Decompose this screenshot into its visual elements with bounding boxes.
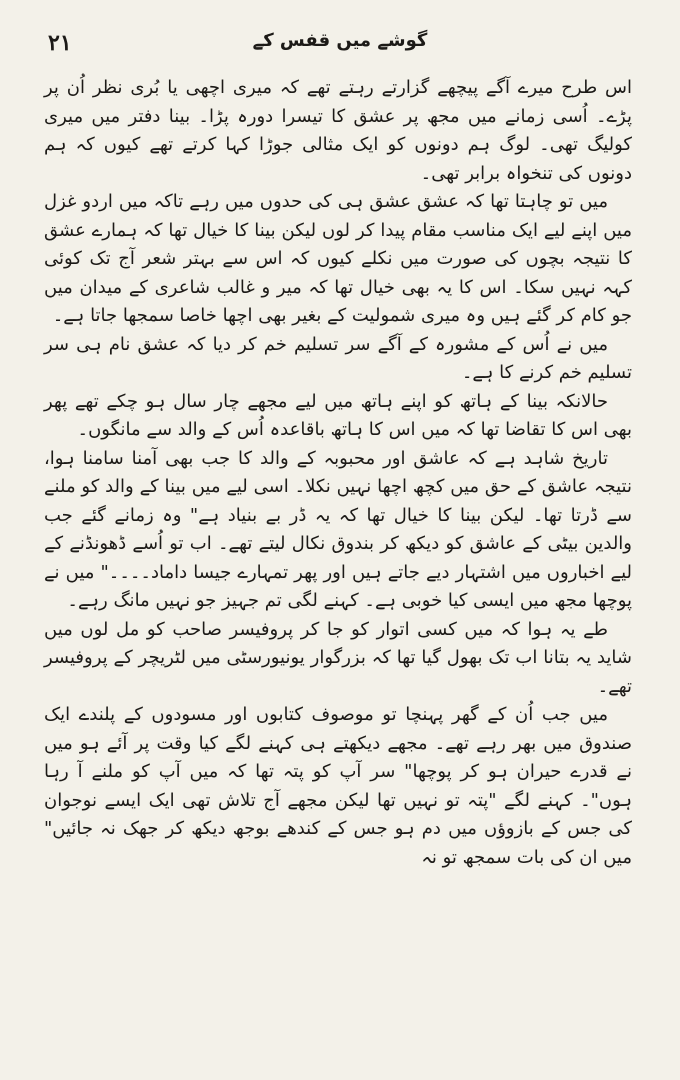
page-number: ۲۱ [48,30,72,56]
paragraph: میں تو چاہتا تھا کہ عشق عشق ہی کی حدوں میں رہے تاکہ میں اردو غزل میں اپنے لیے ایک مناسب مقام پیدا کر لوں لیکن بینا کا خیال تھا کہ ہمارے عشق کا نتیجہ بچوں کی صورت میں نکلے کیوں کہ اس سے بہتر شعر آج تک کوئی کہہ نہیں سکا۔ اس کا یہ بھی خیال تھا کہ میر و غالب شاعری کے میدان میں جو کام کر گئے ہیں وہ میری شمولیت کے بغیر بھی اچھا خاصا سمجھا جاتا ہے۔ [44,191,632,326]
running-header: گوشے میں قفس کے [252,30,428,51]
paragraph: حالانکہ بینا کے ہاتھ کو اپنے ہاتھ میں لیے مجھے چار سال ہو چکے تھے پھر بھی اس کا تقاضا تھا کہ میں اس کا ہاتھ باقاعدہ اُس کے والد سے مانگوں۔ [44,390,632,440]
paragraph: میں نے اُس کے مشورہ کے آگے سر تسلیم خم کر دیا کہ عشق نام ہی سر تسلیم خم کرنے کا ہے۔ [44,333,632,383]
paragraph: طے یہ ہوا کہ میں کسی اتوار کو جا کر پروفیسر صاحب کو مل لوں میں شاید یہ بتانا اب تک بھول گیا تھا کہ بزرگوار یونیورسٹی میں لٹریچر کے پروفیسر تھے۔ [44,618,632,697]
paragraph: تاریخ شاہد ہے کہ عاشق اور محبوبہ کے والد کا جب بھی آمنا سامنا ہوا، نتیجہ عاشق کے حق میں کچھ اچھا نہیں نکلا۔ اسی لیے میں بینا کے والد کو ملنے سے ڈرتا تھا۔ لیکن بینا کا خیال تھا کہ یہ ڈر بے بنیاد ہے" وہ زمانے گئے جب والدین بیٹی کے عاشق کو دیکھ کر بندوق نکال لیتے تھے۔ اب تو اُسے ڈھونڈنے کے لیے اخباروں میں اشتہار دیے جاتے ہیں اور پھر تمہارے جیسا داماد۔۔۔۔" میں نے پوچھا مجھ میں ایسی کیا خوبی ہے۔ کہنے لگی تم جہیز جو نہیں مانگ رہے۔ [44,447,632,611]
body-text [44,74,632,1056]
paragraph: اس طرح میرے آگے پیچھے گزارتے رہتے تھے کہ میری اچھی یا بُری نظر اُن پر پڑے۔ اُسی زمانے میں مجھ پر عشق کا تیسرا دورہ پڑا۔ بینا دفتر میں میری کولیگ تھی۔ لوگ ہم دونوں کو ایک مثالی جوڑا کہا کرتے تھے کیوں کہ ہم دونوں کی تنخواہ برابر تھی۔ [44,77,632,184]
paragraph: میں جب اُن کے گھر پہنچا تو موصوف کتابوں اور مسودوں کے پلندے ایک صندوق میں بھر رہے تھے۔ مجھے دیکھتے ہی کہنے لگے کیا وقت پر آئے ہو میں نے قدرے حیران ہو کر پوچھا" سر آپ کو پتہ تھا کہ میں آپ کو ملنے آ رہا ہوں"۔ کہنے لگے "پتہ تو نہیں تھا لیکن مجھے آج تلاش تھی ایک ایسے نوجوان کی جس کے بازوؤں میں دم ہو جس کے کندھے بوجھ دیکھ کر جھک نہ جائیں" میں ان کی بات سمجھ تو نہ [44,704,632,868]
